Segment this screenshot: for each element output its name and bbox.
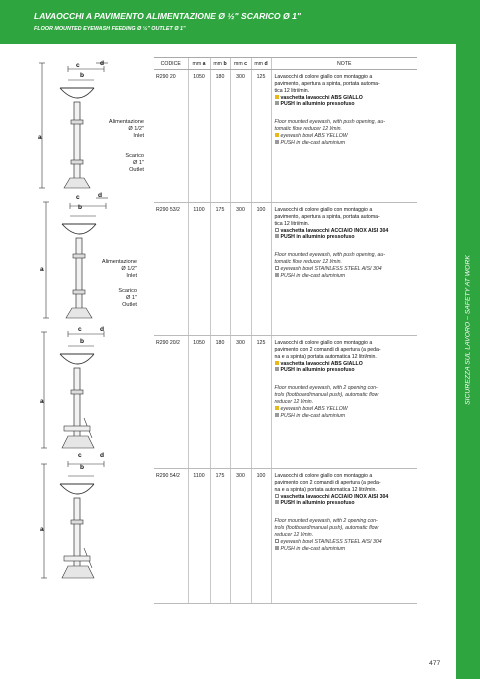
col-header-code: CODICE [154, 58, 188, 70]
dim-d: d [98, 192, 103, 199]
col-header-c: mm c [230, 58, 251, 70]
note-italian: Lavaocchi di colore giallo con montaggio a pavimento con 2 comandi di apertura (a peda- na e a spinta) portata automatica 12 litri/min. vaschetta lavaocchi ACCIAIO INOX AISI 304 PUSH in alluminio pressofuso [274, 473, 389, 507]
grey-square-icon [275, 234, 279, 238]
dim-b: b [80, 338, 85, 345]
dim-d: d [100, 326, 105, 333]
table-row [154, 469, 417, 604]
dim-b: b [80, 72, 85, 79]
yellow-square-icon [275, 406, 279, 410]
cell-d: 125 [251, 70, 271, 203]
col-header-d: mm d [251, 58, 271, 70]
dim-a: a [40, 398, 44, 405]
dim-a: a [40, 526, 44, 533]
cell-c: 300 [230, 70, 251, 203]
inlet-label: Alimentazione Ø 1/2" Inlet [101, 259, 137, 279]
cell-d: 100 [251, 203, 271, 336]
cell-a: 1050 [188, 336, 210, 469]
cell-code: R290 20/2 [154, 336, 188, 469]
dim-b: b [80, 464, 85, 471]
grey-square-icon [275, 140, 279, 144]
note-italian: Lavaocchi di colore giallo con montaggio a pavimento, apertura a spinta, portata automa- tica 12 litri/min. vaschetta lavaocchi ACCIAIO INOX AISI 304 PUSH in alluminio pressofuso [274, 207, 389, 241]
cell-code: R290 20 [154, 70, 188, 203]
table-row [154, 70, 417, 203]
spec-table [154, 57, 417, 604]
outlet-label: Scarico Ø 1" Outlet [118, 288, 137, 308]
dim-c: c [78, 452, 82, 459]
grey-square-icon [275, 413, 279, 417]
cell-b: 180 [210, 70, 230, 203]
cell-b: 175 [210, 469, 230, 604]
col-header-notes: NOTE [271, 58, 417, 70]
yellow-square-icon [275, 95, 279, 99]
dim-d: d [100, 452, 105, 459]
cell-c: 300 [230, 469, 251, 604]
cell-code: R290 54/2 [154, 469, 188, 604]
side-label: SICUREZZA SUL LAVORO – SAFETY AT WORK [464, 255, 472, 405]
table-row [154, 203, 417, 336]
inlet-label: Alimentazione Ø 1/2" Inlet [108, 119, 144, 139]
steel-square-icon [275, 228, 279, 232]
cell-notes [271, 336, 417, 469]
cell-c: 300 [230, 336, 251, 469]
note-italian: Lavaocchi di colore giallo con montaggio a pavimento con 2 comandi di apertura (a peda- na e a spinta) portata automatica 12 litri/min. vaschetta lavaocchi ABS GIALLO PUSH in alluminio pressofuso [274, 340, 381, 374]
grey-square-icon [275, 500, 279, 504]
cell-a: 1050 [188, 70, 210, 203]
note-italian: Lavaocchi di colore giallo con montaggio a pavimento, apertura a spinta, portata automa- tica 12 litri/min. vaschetta lavaocchi ABS GIALLO PUSH in alluminio pressofuso [274, 74, 380, 108]
cell-b: 180 [210, 336, 230, 469]
cell-notes [271, 70, 417, 203]
note-english: Floor mounted eyewash, with 2 opening con- trols (footboard/manual push), automatic flow reducer 12 l/min. eyewash bowl STAINLESS STEEL AISI 304 PUSH in die-cast aluminium [274, 518, 382, 552]
dim-d: d [100, 60, 105, 67]
grey-square-icon [275, 101, 279, 105]
yellow-square-icon [275, 133, 279, 137]
steel-square-icon [275, 539, 279, 543]
eyewash-drawing [36, 326, 126, 456]
cell-a: 1100 [188, 469, 210, 604]
col-header-b: mm b [210, 58, 230, 70]
cell-notes [271, 203, 417, 336]
cell-b: 175 [210, 203, 230, 336]
dim-b: b [78, 204, 83, 211]
dim-c: c [78, 326, 82, 333]
col-header-a: mm a [188, 58, 210, 70]
eyewash-drawing [36, 454, 126, 584]
cell-d: 100 [251, 469, 271, 604]
cell-notes [271, 469, 417, 604]
grey-square-icon [275, 367, 279, 371]
dim-a: a [40, 266, 44, 273]
yellow-square-icon [275, 361, 279, 365]
grey-square-icon [275, 273, 279, 277]
cell-a: 1100 [188, 203, 210, 336]
cell-code: R290 53/2 [154, 203, 188, 336]
dim-a: a [38, 134, 42, 141]
page-number: 477 [429, 660, 441, 667]
outlet-label: Scarico Ø 1" Outlet [125, 153, 144, 173]
grey-square-icon [275, 546, 279, 550]
page-title: LAVAOCCHI A PAVIMENTO ALIMENTAZIONE Ø ½" SCARICO Ø 1" [34, 11, 301, 21]
steel-square-icon [275, 494, 279, 498]
note-english: Floor mounted eyewash, with push opening, au- tomatic flow reducer 12 l/min. eyewash bowl ABS YELLOW PUSH in die-cast aluminium [274, 119, 385, 146]
table-header-row [154, 58, 417, 70]
table-row [154, 336, 417, 469]
dim-c: c [76, 62, 80, 69]
page-subtitle: FLOOR MOUNTED EYEWASH FEEDING Ø ½" OUTLET Ø 1" [34, 26, 186, 32]
note-english: Floor mounted eyewash, with push opening, au- tomatic flow reducer 12 l/min. eyewash bowl STAINLESS STEEL AISI 304 PUSH in die-cast aluminium [274, 252, 385, 279]
cell-d: 125 [251, 336, 271, 469]
steel-square-icon [275, 266, 279, 270]
note-english: Floor mounted eyewash, with 2 opening con- trols (footboard/manual push), automatic flow reducer 12 l/min. eyewash bowl ABS YELLOW PUSH in die-cast aluminium [274, 385, 379, 419]
cell-c: 300 [230, 203, 251, 336]
header-band [0, 0, 456, 44]
dim-c: c [76, 194, 80, 201]
